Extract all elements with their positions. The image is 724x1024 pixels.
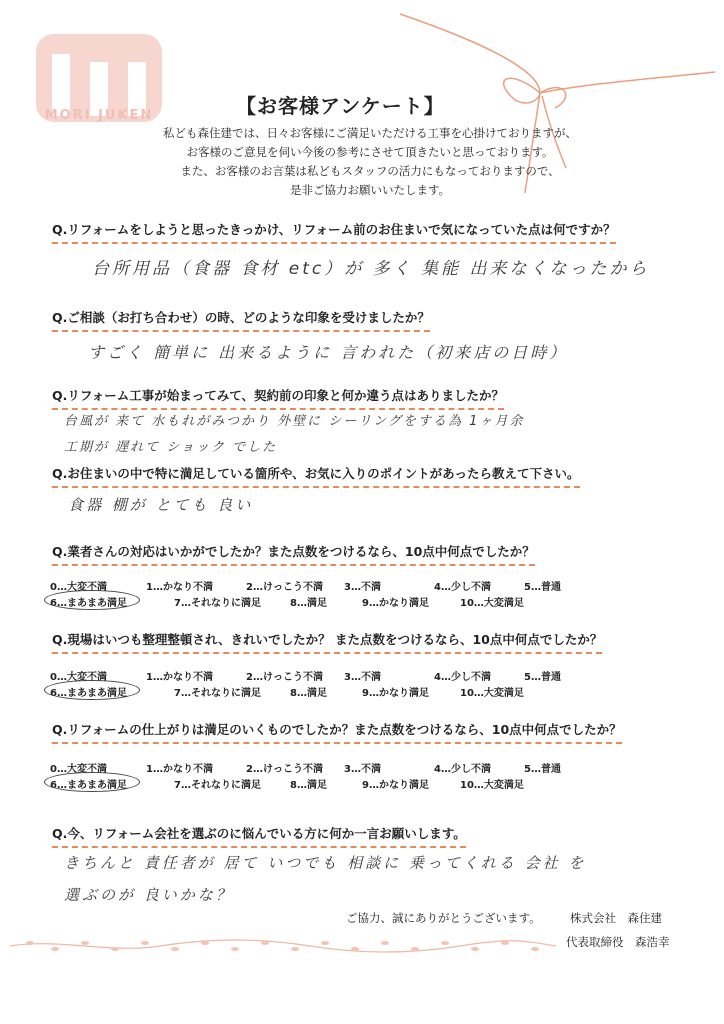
scale-option-0: 0…大変不満 [50, 672, 107, 683]
scale-option-4: 4…少し不満 [434, 582, 491, 593]
intro-line: 是非ご協力お願いいたします。 [289, 183, 451, 197]
intro-line: お客様のご意見を伺い今後の参考にさせて頂きたいと思っております。 [186, 145, 554, 159]
answer-1: 台所用品（食器 食材 etc）が 多く 集能 出来なくなったから [92, 259, 650, 279]
question-3: Q.リフォーム工事が始まってみて、契約前の印象と何か違う点はありましたか？ [52, 388, 505, 403]
question-5: Q.業者さんの対応はいかがでしたか？また点数をつけるなら、10点中何点でしたか？ [52, 544, 535, 559]
question-4: Q.お住まいの中で特に満足している箇所や、お気に入りのポイントがあったら教えて下さい。 [52, 466, 580, 481]
scale-option-10: 10…大変満足 [460, 780, 524, 791]
scale-option-4: 4…少し不満 [434, 764, 491, 775]
answer-3-line-2: 工期が 遅れて ショック でした [64, 440, 278, 455]
scale-option-0: 0…大変不満 [50, 582, 107, 593]
answer-8-line-2: 選ぶのが 良いかな？ [64, 886, 234, 904]
scale-option-1: 1…かなり不満 [146, 582, 213, 593]
scale-option-3: 3…不満 [344, 672, 381, 683]
scale-option-9: 9…かなり満足 [362, 780, 429, 791]
scale-option-6: 6…まあまあ満足 [50, 598, 127, 609]
representative: 代表取締役 森浩幸 [566, 935, 670, 949]
scale-option-7: 7…それなりに満足 [174, 780, 261, 791]
answer-8-line-1: きちんと 責任者が 居て いつでも 相談に 乗ってくれる 会社 を [64, 854, 587, 872]
scale-option-10: 10…大変満足 [460, 688, 524, 699]
selected-score-circle [44, 680, 140, 700]
thanks-message: ご協力、誠にありがとうございます。 [346, 911, 541, 925]
scale-option-2: 2…けっこう不満 [246, 672, 323, 683]
scale-option-4: 4…少し不満 [434, 672, 491, 683]
scale-option-2: 2…けっこう不満 [246, 582, 323, 593]
rating-scale-7 [50, 760, 610, 792]
scale-option-8: 8…満足 [290, 688, 327, 699]
scale-option-3: 3…不満 [344, 764, 381, 775]
question-2: Q.ご相談（お打ち合わせ）の時、どのような印象を受けましたか？ [52, 310, 430, 325]
intro-text [100, 124, 640, 200]
scale-option-1: 1…かなり不満 [146, 764, 213, 775]
question-1: Q.リフォームをしようと思ったきっかけ、リフォーム前のお住まいで気になっていた点は何ですか？ [52, 222, 616, 237]
selected-score-circle [44, 772, 140, 792]
scale-option-9: 9…かなり満足 [362, 688, 429, 699]
scale-option-7: 7…それなりに満足 [174, 688, 261, 699]
scale-option-5: 5…普通 [524, 672, 561, 683]
question-7: Q.リフォームの仕上がりは満足のいくものでしたか？また点数をつけるなら、10点中何点でしたか？ [52, 722, 622, 737]
scale-option-8: 8…満足 [290, 598, 327, 609]
scale-option-6: 6…まあまあ満足 [50, 780, 127, 791]
scale-option-2: 2…けっこう不満 [246, 764, 323, 775]
logo-text: MORI JUKEN [44, 108, 154, 123]
rating-scale-5 [50, 578, 610, 610]
question-6: Q.現場はいつも整理整頓され、きれいでしたか？ また点数をつけるなら、10点中何点でしたか？ [52, 632, 603, 647]
rating-scale-6 [50, 668, 610, 700]
company-name: 株式会社 森住建 [570, 911, 662, 925]
scale-option-9: 9…かなり満足 [362, 598, 429, 609]
answer-4: 食器 棚が とても 良い [68, 496, 254, 514]
selected-score-circle [44, 590, 140, 610]
scale-option-7: 7…それなりに満足 [174, 598, 261, 609]
scale-option-5: 5…普通 [524, 582, 561, 593]
scale-option-3: 3…不満 [344, 582, 381, 593]
intro-line: 私ども森住建では、日々お客様にご満足いただける工事を心掛けておりますが、 [163, 126, 577, 140]
scale-option-1: 1…かなり不満 [146, 672, 213, 683]
scale-option-5: 5…普通 [524, 764, 561, 775]
question-8: Q.今、リフォーム会社を選ぶのに悩んでいる方に何か一言お願いします。 [52, 826, 466, 841]
survey-title: 【お客様アンケート】 [236, 94, 445, 118]
answer-2: すごく 簡単に 出来るように 言われた（初来店の日時） [88, 343, 569, 362]
scale-option-10: 10…大変満足 [460, 598, 524, 609]
intro-line: また、お客様のお言葉は私どもスタッフの活力にもなっておりますので、 [180, 164, 560, 178]
scale-option-0: 0…大変不満 [50, 764, 107, 775]
scale-option-8: 8…満足 [290, 780, 327, 791]
scale-option-6: 6…まあまあ満足 [50, 688, 127, 699]
answer-3-line-1: 台風が 来て 水もれがみつかり 外壁に シーリングをする為 1ヶ月余 [64, 414, 525, 429]
